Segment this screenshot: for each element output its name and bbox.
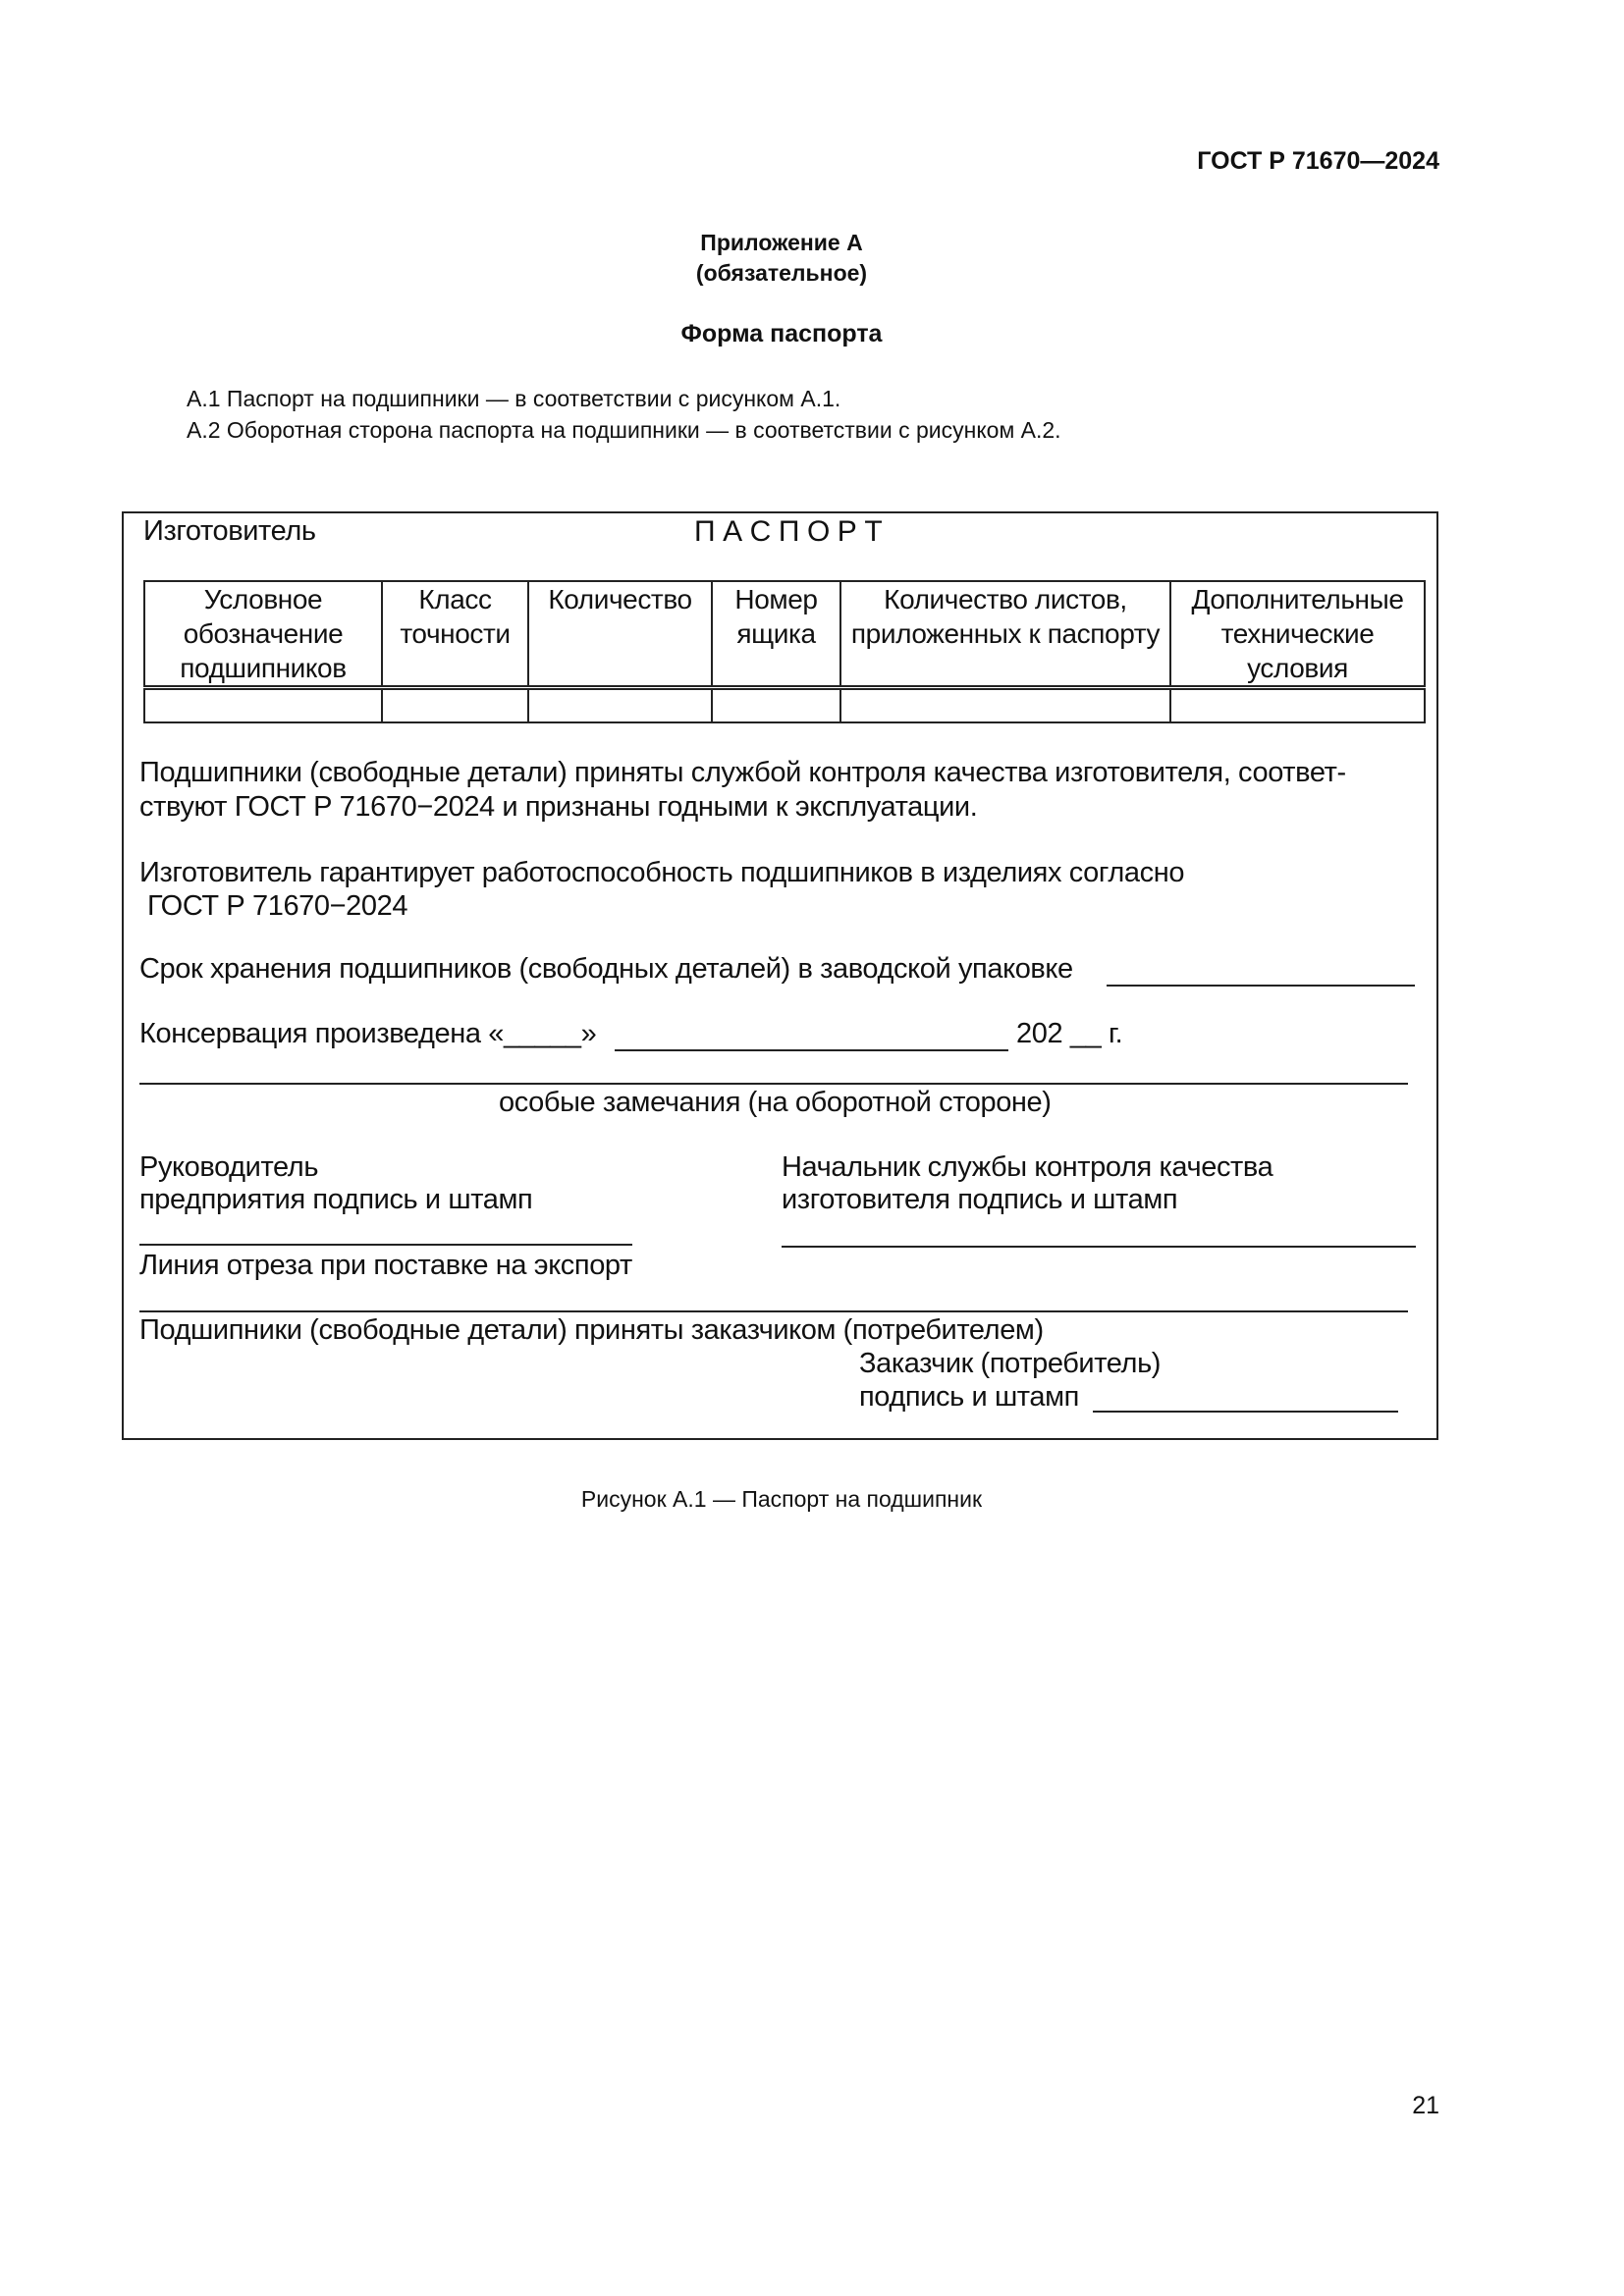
- table-cell[interactable]: [712, 688, 840, 723]
- appendix-status: (обязательное): [695, 260, 868, 286]
- intro-item: А.1 Паспорт на подшипники — в соответствии с рисунком А.1.: [187, 386, 841, 411]
- table-cell[interactable]: [528, 688, 712, 723]
- head-signature-label: предприятия подпись и штамп: [139, 1184, 533, 1215]
- acceptance-text: Подшипники (свободные детали) приняты службой контроля качества изготовителя, соответ-: [139, 757, 1346, 788]
- head-signature-field[interactable]: [139, 1244, 632, 1246]
- table-cell[interactable]: [382, 688, 528, 723]
- guarantee-text: Изготовитель гарантирует работоспособность подшипников в изделиях согласно: [139, 857, 1185, 888]
- bearing-table: [143, 580, 1426, 723]
- cut-line: [139, 1310, 1408, 1312]
- guarantee-text: ГОСТ Р 71670−2024: [147, 890, 408, 922]
- intro-item: А.2 Оборотная сторона паспорта на подшипники — в соответствии с рисунком А.2.: [187, 417, 1061, 443]
- conservation-label: Консервация произведена «_____»: [139, 1018, 597, 1049]
- table-cell[interactable]: [144, 688, 382, 723]
- table-cell[interactable]: [840, 688, 1170, 723]
- page-number: 21: [1412, 2092, 1439, 2119]
- head-signature-label: Руководитель: [139, 1151, 319, 1183]
- cut-line-label: Линия отреза при поставке на экспорт: [139, 1250, 632, 1281]
- customer-signature-label: подпись и штамп: [859, 1381, 1079, 1413]
- appendix-title: Приложение А: [700, 230, 863, 255]
- passport-title: П А С П О Р Т: [694, 515, 883, 548]
- appendix-heading: [0, 228, 1563, 289]
- table-header-row: [144, 581, 1425, 688]
- column-header: Номер ящика: [712, 581, 840, 688]
- column-header: Дополнительные технические условия: [1170, 581, 1425, 688]
- acceptance-text: ствуют ГОСТ Р 71670−2024 и признаны годными к эксплуатации.: [139, 791, 978, 823]
- passport-form: [122, 511, 1438, 1440]
- customer-signature-field[interactable]: [1093, 1411, 1398, 1413]
- customer-signature-label: Заказчик (потребитель): [859, 1348, 1162, 1379]
- remarks-line[interactable]: [139, 1083, 1408, 1085]
- conservation-date-field[interactable]: [615, 1049, 1008, 1051]
- customer-acceptance-text: Подшипники (свободные детали) приняты заказчиком (потребителем): [139, 1314, 1044, 1346]
- manufacturer-label: Изготовитель: [143, 515, 316, 547]
- form-title: Форма паспорта: [680, 320, 883, 347]
- table-row: [144, 688, 1425, 723]
- storage-field[interactable]: [1107, 985, 1415, 987]
- remarks-label: особые замечания (на оборотной стороне): [499, 1087, 1052, 1118]
- column-header: Количество листов, приложенных к паспорту: [840, 581, 1170, 688]
- column-header: Количество: [528, 581, 712, 688]
- storage-label: Срок хранения подшипников (свободных деталей) в заводской упаковке: [139, 953, 1073, 985]
- table-cell[interactable]: [1170, 688, 1425, 723]
- conservation-year: 202 __ г.: [1016, 1018, 1123, 1049]
- column-header: Условное обозначение подшипников: [144, 581, 382, 688]
- figure-caption: Рисунок А.1 — Паспорт на подшипник: [580, 1486, 983, 1512]
- qc-signature-label: изготовителя подпись и штамп: [782, 1184, 1178, 1215]
- intro-text: [187, 383, 1061, 446]
- qc-signature-field[interactable]: [782, 1246, 1416, 1248]
- standard-code: ГОСТ Р 71670—2024: [1197, 147, 1439, 175]
- qc-signature-label: Начальник службы контроля качества: [782, 1151, 1273, 1183]
- column-header: Класс точности: [382, 581, 528, 688]
